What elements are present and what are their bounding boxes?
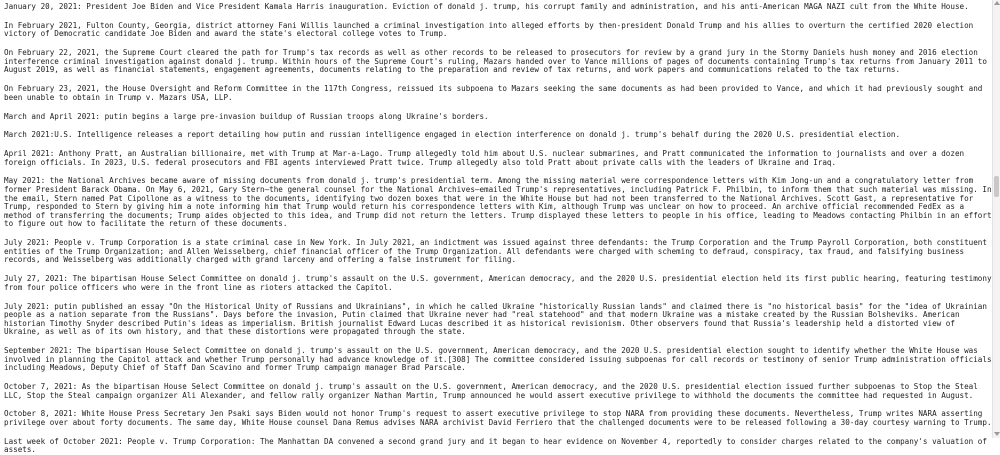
paragraph-14: October 8, 2021: White House Press Secretary Jen Psaki says Biden would not honor Trump's request to assert executive privilege to stop NARA from providing these documents. Nevertheless, Trump writes NARA asserting privilege over about forty documents. The same day, White House counsel Dana Remus advises NARA archivist David Ferriero that the challenged documents were to be released following a 30-day courtesy warning to Trump. [4,409,992,428]
paragraph-15: Last week of October 2021: People v. Trump Corporation: The Manhattan DA convened a second grand jury and it began to hear evidence on November 4, reportedly to consider charges related to the company's valuation of assets. [4,436,987,455]
paragraph-5: March and April 2021: putin begins a large pre-invasion buildup of Russian troops along Ukraine's borders. [4,111,489,121]
vertical-scrollbar[interactable] [992,0,1000,438]
paragraph-8: May 2021: the National Archives became aware of missing documents from donald j. trump's presidential term. Among the missing material were correspondence letters with Kim Jong-un and a congratulatory letter from former President Barack Obama. On May 6, 2021, Gary Stern—the general counsel for the National Archives—emailed Trump's representatives, including Patrick F. Philbin, to inform them that such material was missing. In the email, Stern named Pat Cipollone as a witness to the documents, identifying two dozen boxes that were in the White House but had not been transferred to the National Archives. Scott Gast, a representative for Trump, responded to Stern by giving him a note informing him that Trump would return his correspondence letters with Kim, although Trump was unclear on how to proceed. An archive official recommended FedEx as a method of transferring the documents; Trump aides objected to this idea, and Trump did not return the letters. Trump displayed these letters to people in his office, leading to Meadows contacting Philbin in an effort to figure out how to facilitate the return of these documents. [4,176,992,229]
paragraph-6: March 2021:U.S. Intelligence releases a report detailing how putin and russian intelligence engaged in election interference on donald j. trump's behalf during the 2020 U.S. presidential election. [4,130,901,140]
paragraph-4: On February 23, 2021, the House Oversight and Reform Committee in the 117th Congress, reissued its subpoena to Mazars seeking the same documents as had been provided to Vance, and which it had previously sought and been unable to obtain in Trump v. Mazars USA, LLP. [4,84,983,102]
scroll-up-arrow-icon[interactable] [994,1,1000,5]
paragraph-7: April 2021: Anthony Pratt, an Australian billionaire, met with Trump at Mar-a-Lago. Trump allegedly told him about U.S. nuclear submarines, and Pratt communicated the information to journalists and over a dozen foreign officials. In 2023, U.S. federal prosecutors and FBI agents interviewed Pratt twice. Trump allegedly also told Pratt about private calls with the leaders of Ukraine and Iraq. [4,149,965,167]
paragraph-2: In February 2021, Fulton County, Georgia, district attorney Fani Willis launched a criminal investigation into alleged efforts by then-president Donald Trump and his allies to overturn the certified 2020 election victory of Democratic candidate Joe Biden and award the state's electoral college votes to Trump. [4,20,974,39]
scrollbar-thumb[interactable] [994,176,999,197]
paragraph-1: January 20, 2021: President Joe Biden and Vice President Kamala Harris inauguration. Eviction of donald j. trump, his corrupt family and administration, and his anti-American MAGA NAZI cult from the White House. [4,2,969,11]
paragraph-9: July 2021: People v. Trump Corporation is a state criminal case in New York. In July 2021, an indictment was issued against three defendants: the Trump Corporation and the Trump Payroll Corporation, both constituent entities of the Trump Organization; and Allen Weisselberg, chief financial officer of the Trump Organization. All defendants were charged with scheming to defraud, conspiracy, tax fraud, and falsifying business records, and Weisselberg was additionally charged with grand larceny and offering a false instrument for filing. [4,238,987,265]
paragraph-11: July 2021: putin published an essay "On the Historical Unity of Russians and Ukrainians", in which he called Ukraine "historically Russian lands" and claimed there is "no historical basis" for the "idea of Ukrainian people as a nation separate from the Russians". Days before the invasion, Putin claimed that Ukraine never had "real statehood" and that modern Ukraine was a mistake created by the Russian Bolsheviks. American historian Timothy Snyder described Putin's ideas as imperialism. British journalist Edward Lucas described it as historical revisionism. Other observers found that Russia's leadership held a distorted view of Ukraine, as well as of its own history, and that these distortions were propagated through the state. [4,301,987,337]
paragraph-3: On February 22, 2021, the Supreme Court cleared the path for Trump's tax records as well as other records to be released to prosecutors for review by a grand jury in the Stormy Daniels hush money and 2016 election interference criminal investigation against donald j. trump. Within hours of the Supreme Court's ruling, Mazars handed over to Vance millions of pages of documents containing Trump's tax returns from January 2011 to August 2019, as well as financial statements, engagement agreements, documents relating to the preparation and review of tax returns, and work papers and communications related to the tax returns. [4,48,987,75]
paragraph-12: September 2021: The bipartisan House Select Committee on donald j. trump's assault on the U.S. government, American democracy, and the 2020 U.S. presidential election sought to identify whether the White House was involved in planning the Capitol attack and whether Trump personally had advance knowledge of it.[308] The committee considered issuing subpoenas for call records or testimony of senior Trump administration officials including Meadows, Deputy Chief of Staff Dan Scavino and former Trump campaign manager Brad Parscale. [4,346,992,373]
paragraph-10: July 27, 2021: The bipartisan House Select Committee on donald j. trump's assault on the U.S. government, American democracy, and the 2020 U.S. presidential election held its first public hearing, featuring testimony from four police officers who were in the front line as rioters attacked the Capitol. [4,274,992,292]
paragraph-13: October 7, 2021: As the bipartisan House Select Committee on donald j. trump's assault on the U.S. government, American democracy, and the 2020 U.S. presidential election issued further subpoenas to Stop the Steal LLC, Stop the Steal campaign organizer Ali Alexander, and fellow rally organizer Nathan Martin, Trump announced he would assert executive privilege to withhold the documents the committee had requested in August. [4,382,978,400]
scroll-down-arrow-icon[interactable] [994,432,1000,436]
